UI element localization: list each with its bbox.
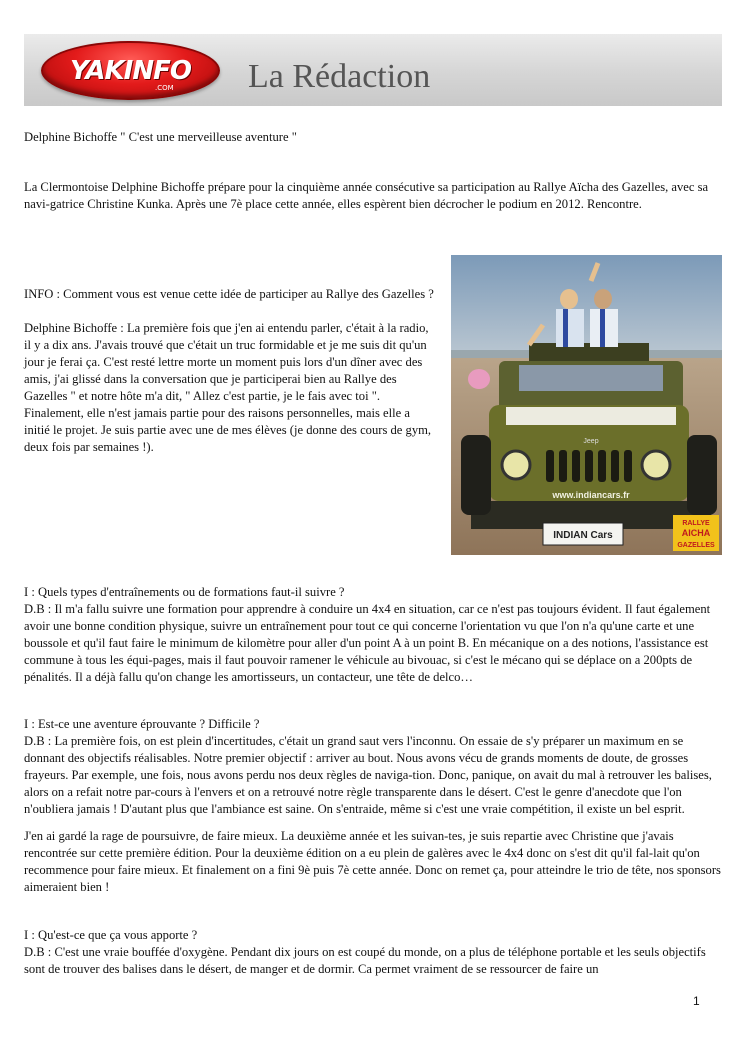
website-text: www.indiancars.fr — [552, 490, 630, 500]
page-number: 1 — [693, 994, 700, 1008]
answer-2: D.B : Il m'a fallu suivre une formation pour apprendre à conduire un 4x4 en situation, car ce n'est pas toujours évident. Il faut également avoir une bonne condition physique, suivre un entraînement pour tout ce qui concerne l'orientation vu que l'on n'a qu'une carte et une boussole et qu'il faut faire le minimum de kilomètre pour aller d'un point A à un point B. En mécanique on a des notions, l'assistance est commune à tous les équi-pages, mais il faut pouvoir ramener le véhicule au bivouac, si c'est le mécano qui se déplace on a 200pts de pénalités. Il a déjà fallu qu'on change les amortisseurs, un contacteur, une tête de delco… — [24, 602, 711, 684]
question-1: INFO : Comment vous est venue cette idée de participer au Rallye des Gazelles ? — [24, 287, 434, 301]
question-2: I : Quels types d'entraînements ou de formations faut-il suivre ? — [24, 585, 345, 599]
article-title: Delphine Bichoffe " C'est une merveilleuse aventure " — [24, 130, 297, 144]
answer-3: D.B : La première fois, on est plein d'incertitudes, c'était un grand saut vers l'inconnu. On essaie de s'y préparer un maximum en se donnant des objectifs réalisables. Notre premier objectif : arriver au bout. Nous avons vécu de grands moments de doute, de grosses frayeurs. Par exemple, une fois, nous avons perdu nos deux règles de naviga-tion. Donc, panique, on avait du mal à retrouver les balises, alors on a refait notre par-cours à l'envers et on a retrouvé notre règle transparente dans le désert. C'est le genre d'anecdote que l'on n'oubliera jamais ! D'autant plus que l'ambiance est saine. On s'entraide, même si c'est une vraie compétition, il existe un bel esprit. — [24, 734, 712, 816]
question-4: I : Qu'est-ce que ça vous apporte ? — [24, 928, 198, 942]
rally-badge-2: AICHA — [681, 528, 711, 538]
header-title: La Rédaction — [248, 58, 431, 95]
plate-text: INDIAN Cars — [553, 530, 613, 541]
yakinfo-logo[interactable] — [41, 41, 220, 100]
logo-text: YAKINFO — [70, 56, 191, 86]
page-header — [24, 34, 722, 106]
grille-brand: Jeep — [583, 438, 599, 445]
rally-badge-3: GAZELLES — [677, 542, 715, 549]
answer-3-continued: J'en ai gardé la rage de poursuivre, de faire mieux. La deuxième année et les suivan-tes, je suis repartie avec Christine que j'avais rencontrée sur cette première édition. Pour la deuxième édition on a eu plein de galères avec le 4x4 donc on s'est dit qu'il fal-lait qu'on recommence pour faire mieux. Et finalement on a fini 9è puis 7è cette année. Donc on remet ça, pour atteindre le trio de tête, nos sponsors aimeraient bien ! — [24, 829, 721, 894]
article-intro: La Clermontoise Delphine Bichoffe prépare pour la cinquième année consécutive sa participation au Rallye Aïcha des Gazelles, avec sa navi-gatrice Christine Kunka. Après une 7è place cette année, elles espèrent bien décrocher le podium en 2012. Rencontre. — [24, 180, 709, 211]
question-3: I : Est-ce une aventure éprouvante ? Difficile ? — [24, 717, 260, 731]
logo-subtext: .COM — [155, 84, 174, 92]
rally-photo — [451, 255, 722, 555]
rally-badge-1: RALLYE — [682, 520, 710, 527]
answer-4: D.B : C'est une vraie bouffée d'oxygène. Pendant dix jours on est coupé du monde, on a plus de téléphone portable et les seuls objectifs sont de trouver des balises dans le désert, de manger et de dormir. Ca permet vraiment de se ressourcer de faire un — [24, 945, 706, 976]
answer-1: Delphine Bichoffe : La première fois que j'en ai entendu parler, c'était à la radio, il y a dix ans. J'avais trouvé que c'était un truc formidable et je me suis dit qu'un jour je ferai ça. C'est resté lettre morte un moment puis lors d'un dîner avec des amis, j'ai glissé dans la conversation que je participerai bien au Rallye des Gazelles " et notre hôte m'a dit, " Allez c'est partie, je le fais avec toi ". Finalement, elle n'est jamais partie pour des raisons personnelles, mais elle a initié le projet. Je suis partie avec une de mes élèves (je donne des cours de gym, deux fois par semaines !). — [24, 321, 432, 454]
